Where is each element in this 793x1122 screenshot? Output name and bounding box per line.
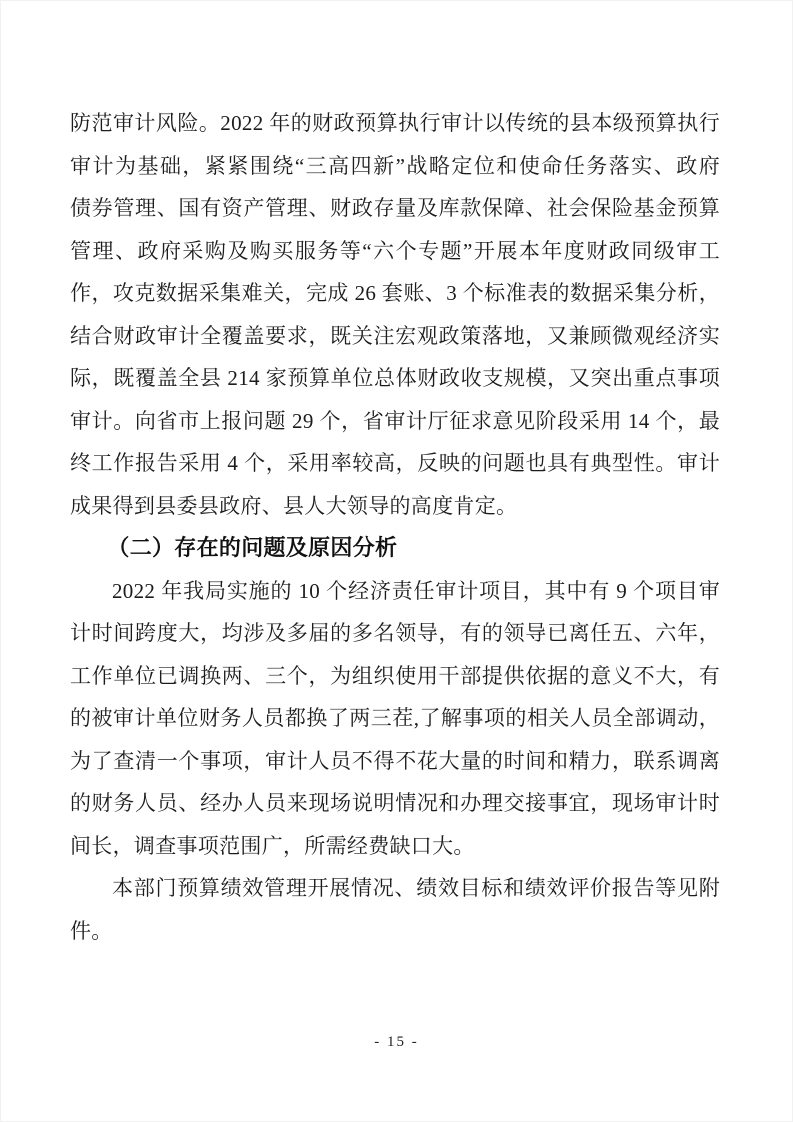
- text-line: 2022 年我局实施的 10 个经济责任审计项目，其中有 9 个项目审: [112, 578, 720, 603]
- paragraph-1: [70, 102, 720, 527]
- text-line: 工作单位已调换两、三个，为组织使用干部提供依据的意义不大，有: [70, 663, 720, 688]
- paragraph-3: [70, 867, 720, 952]
- text-line: 审计为基础，紧紧围绕“三高四新”战略定位和使命任务落实、政府: [70, 153, 720, 178]
- text-line: 作，攻克数据采集难关，完成 26 套账、3 个标准表的数据采集分析，: [70, 281, 720, 305]
- page-number: - 15 -: [374, 1034, 419, 1050]
- text-line: 的财务人员、经办人员来现场说明情况和办理交接事宜，现场审计时: [70, 791, 720, 815]
- text-line: 终工作报告采用 4 个，采用率较高，反映的问题也具有典型性。审计: [70, 451, 720, 475]
- page-footer: [0, 1034, 793, 1051]
- text-line: 成果得到县委县政府、县人大领导的高度肯定。: [70, 493, 518, 518]
- body-text: [70, 102, 720, 952]
- section-heading: （二）存在的问题及原因分析: [107, 535, 398, 560]
- text-line: 防范审计风险。2022 年的财政预算执行审计以传统的县本级预算执行: [70, 111, 720, 135]
- text-line: 的被审计单位财务人员都换了两三茬,了解事项的相关人员全部调动，: [70, 706, 720, 730]
- text-line: 管理、政府采购及购买服务等“六个专题”开展本年度财政同级审工: [70, 238, 720, 263]
- text-line: 审计。向省市上报问题 29 个，省审计厅征求意见阶段采用 14 个，最: [70, 408, 720, 433]
- text-line: 为了查清一个事项，审计人员不得不花大量的时间和精力，联系调离: [70, 748, 720, 773]
- text-line: 本部门预算绩效管理开展情况、绩效目标和绩效评价报告等见附: [112, 876, 720, 900]
- text-line: 债券管理、国有资产管理、财政存量及库款保障、社会保险基金预算: [70, 196, 720, 220]
- text-line: 际，既覆盖全县 214 家预算单位总体财政收支规模，又突出重点事项: [70, 366, 720, 390]
- text-line: 结合财政审计全覆盖要求，既关注宏观政策落地，又兼顾微观经济实: [70, 323, 720, 348]
- text-line: 间长，调查事项范围广，所需经费缺口大。: [70, 833, 475, 858]
- paragraph-2: [70, 570, 720, 868]
- text-line: 计时间跨度大，均涉及多届的多名领导，有的领导已离任五、六年，: [70, 621, 720, 645]
- text-line: 件。: [70, 918, 113, 943]
